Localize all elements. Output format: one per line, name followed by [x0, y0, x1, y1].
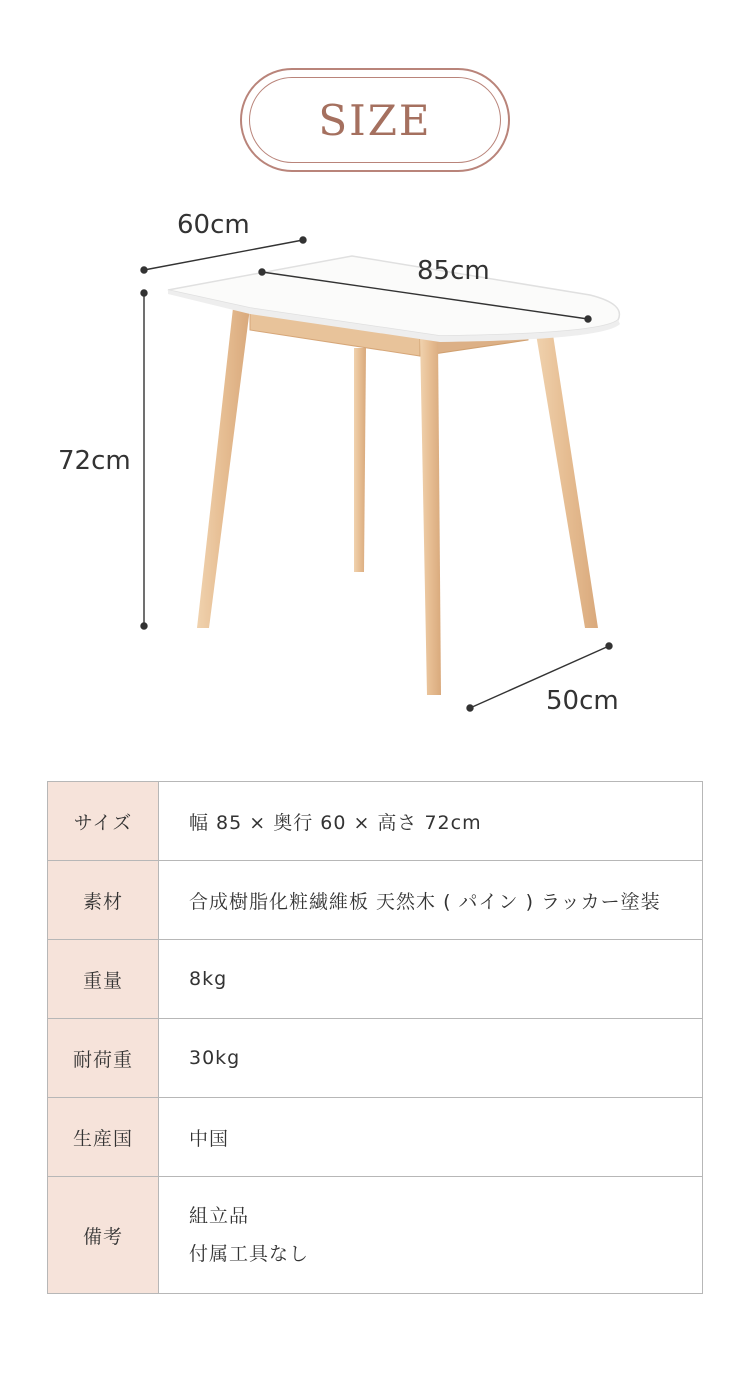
leg-span-label: 50cm: [546, 686, 619, 716]
table-row: [48, 1019, 703, 1098]
spec-label-notes: 備考: [48, 1177, 159, 1294]
spec-value-material: 合成樹脂化粧繊維板 天然木 ( パイン ) ラッカー塗装: [159, 861, 703, 940]
left-leg: [197, 308, 250, 628]
height-label: 72cm: [58, 446, 131, 476]
size-badge-inner: [249, 77, 501, 163]
right-leg: [535, 328, 598, 628]
spec-label-material: 素材: [48, 861, 159, 940]
spec-value-size: 幅 85 × 奥行 60 × 高さ 72cm: [159, 782, 703, 861]
table-row: [48, 1098, 703, 1177]
front-leg: [420, 336, 441, 695]
back-leg: [354, 348, 366, 572]
page-title: SIZE: [318, 95, 432, 145]
spec-label-weight: 重量: [48, 940, 159, 1019]
spec-value-origin: 中国: [159, 1098, 703, 1177]
spec-table: [47, 781, 703, 1294]
table-row: [48, 861, 703, 940]
spec-note-line: 付属工具なし: [189, 1243, 310, 1265]
spec-note-line: 組立品: [189, 1205, 250, 1227]
spec-value-notes: [159, 1177, 703, 1294]
table-row: [48, 1177, 703, 1294]
table-row: [48, 940, 703, 1019]
spec-value-load: 30kg: [159, 1019, 703, 1098]
spec-value-weight: 8kg: [159, 940, 703, 1019]
depth-label: 60cm: [177, 210, 250, 240]
table-diagram: [0, 180, 750, 740]
spec-label-size: サイズ: [48, 782, 159, 861]
spec-label-origin: 生産国: [48, 1098, 159, 1177]
table-row: [48, 782, 703, 861]
spec-label-load: 耐荷重: [48, 1019, 159, 1098]
width-label: 85cm: [417, 256, 490, 286]
size-badge: [240, 68, 510, 172]
